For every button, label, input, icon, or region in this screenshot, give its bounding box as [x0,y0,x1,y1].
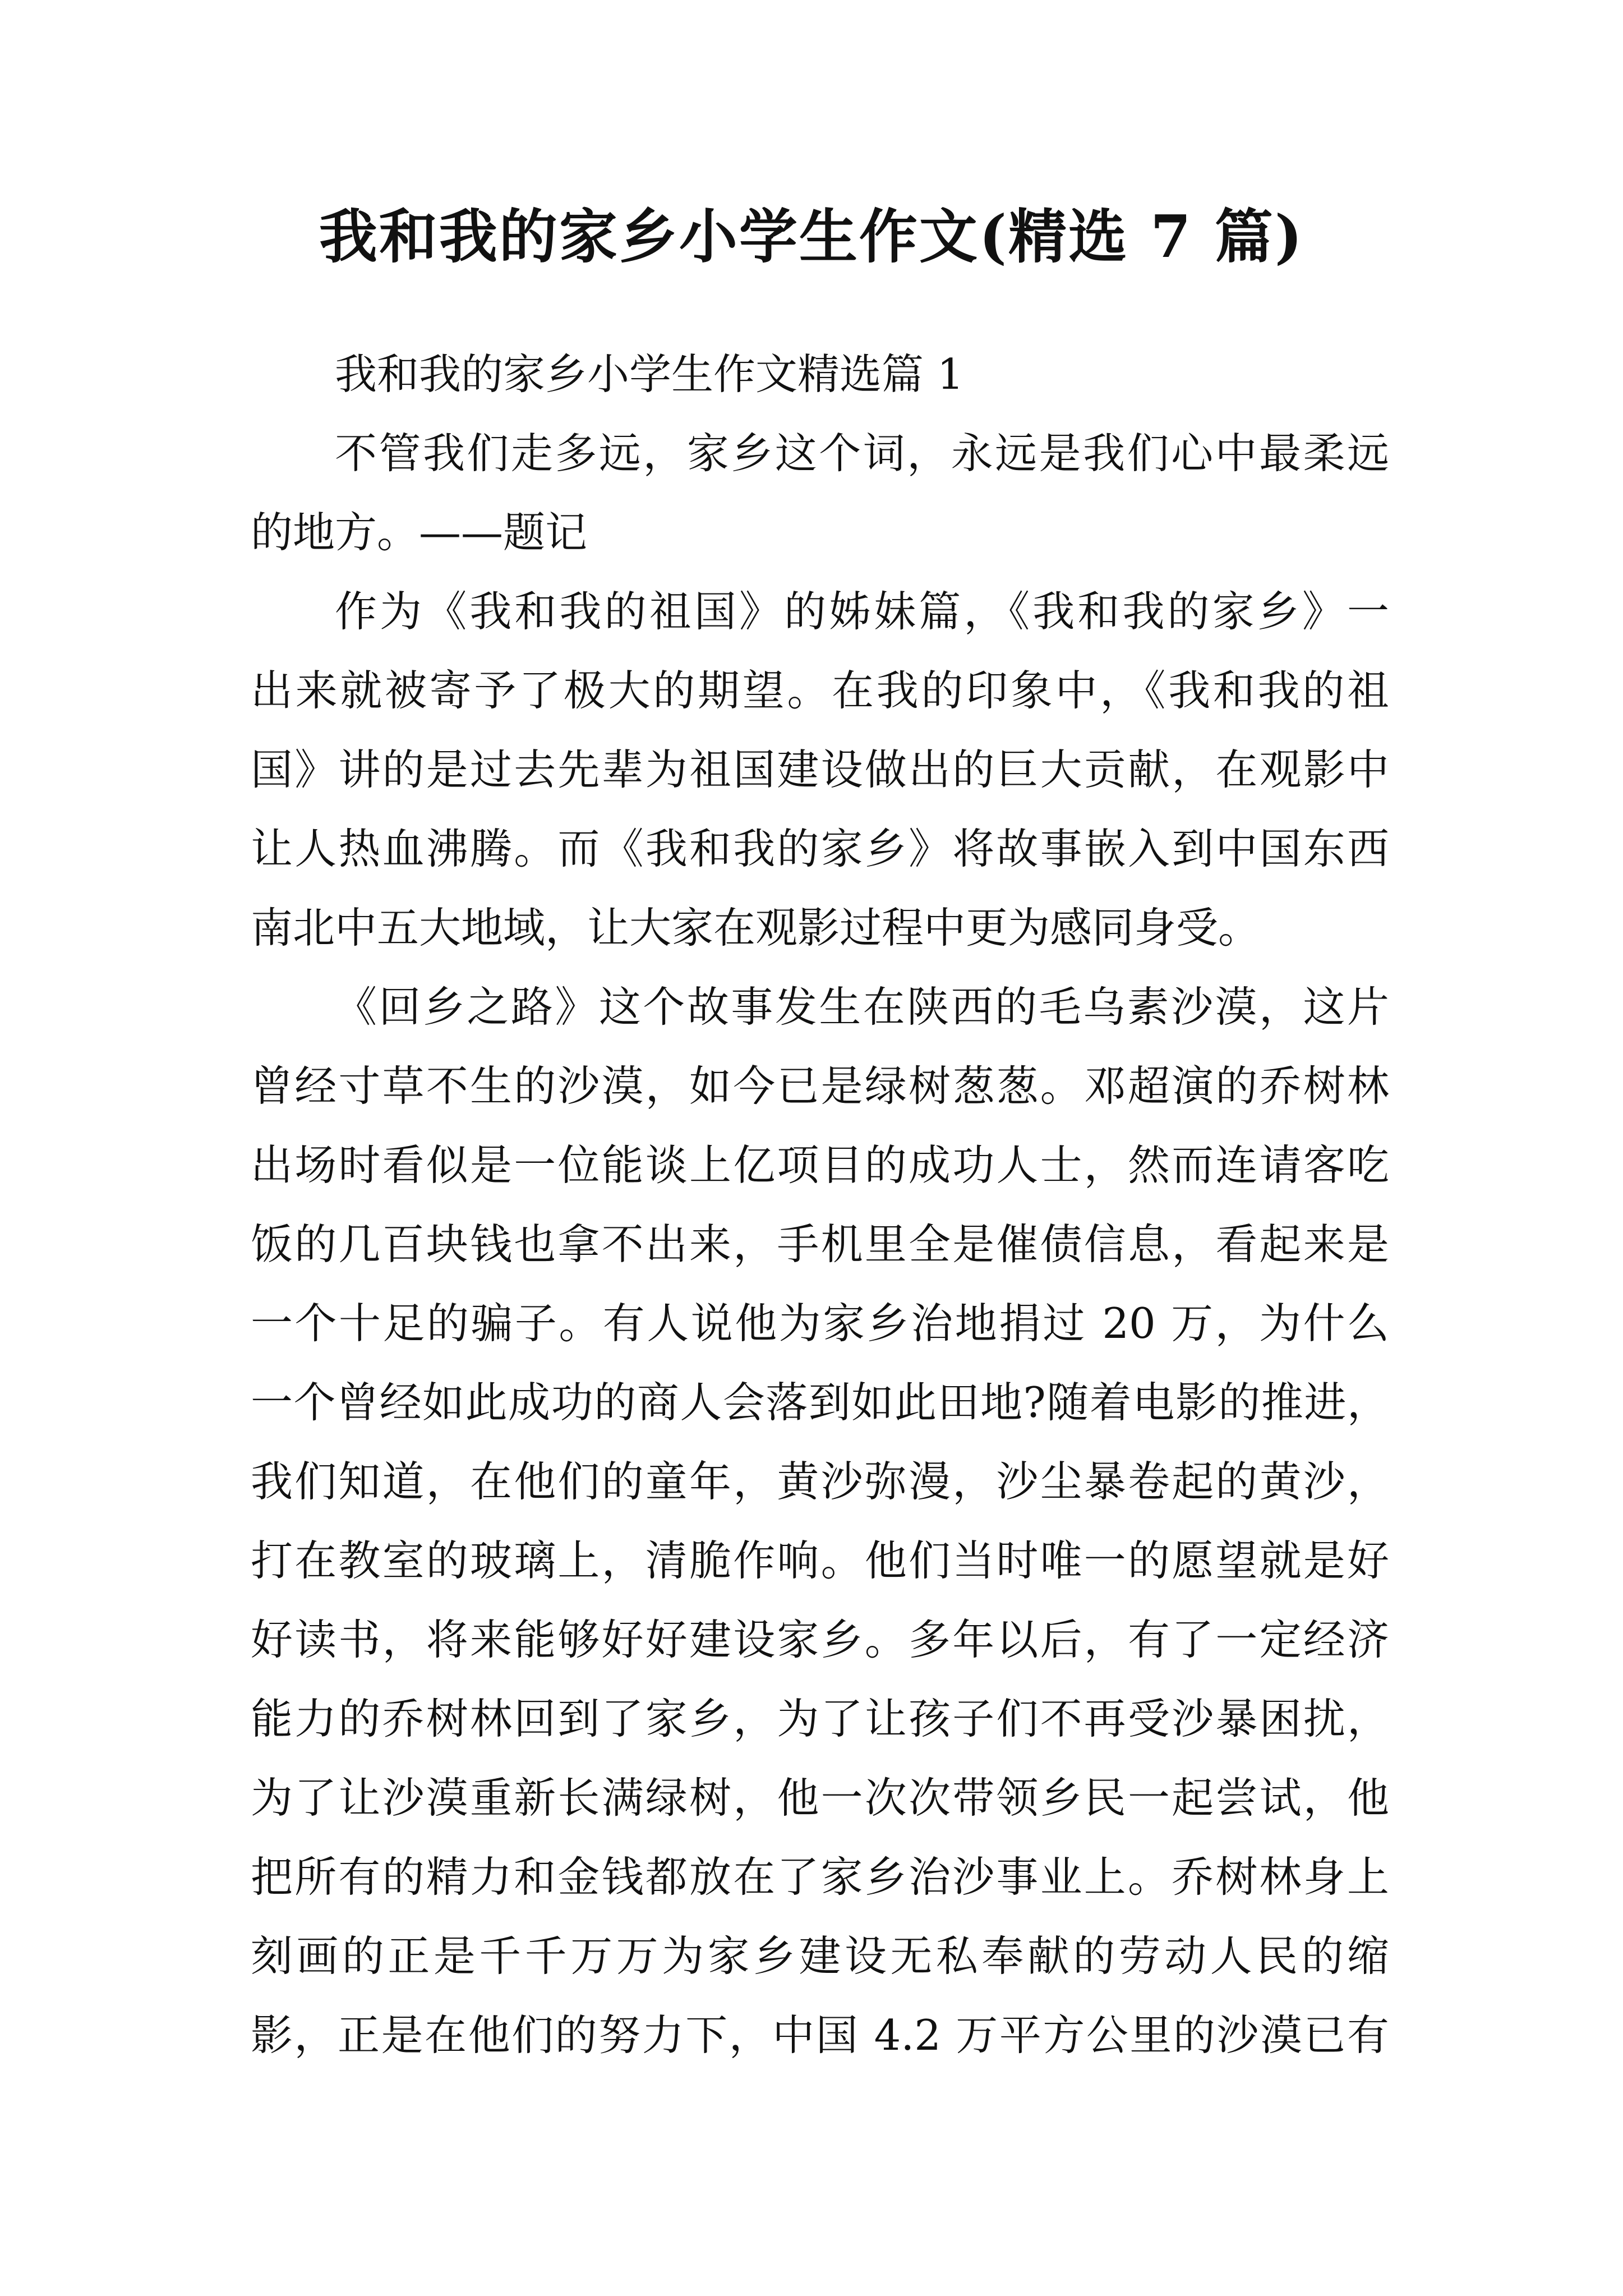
text-line: 一个十足的骗子。有人说他为家乡治地捐过 20 万，为什么 [251,1299,1389,1348]
document-title: 我和我的家乡小学生作文(精选 7 篇) [319,202,1304,271]
text-line: 《回乡之路》这个故事发生在陕西的毛乌素沙漠，这片 [335,982,1389,1032]
text-line: 的地方。——题记 [251,508,588,557]
text-line: 国》讲的是过去先辈为祖国建设做出的巨大贡献，在观影中 [251,745,1389,794]
text-line: 曾经寸草不生的沙漠，如今已是绿树葱葱。邓超演的乔树林 [251,1061,1389,1111]
paragraph-epigraph [251,414,1389,572]
text-line: 出来就被寄予了极大的期望。在我的印象中，《我和我的祖 [251,666,1389,715]
text-line: 能力的乔树林回到了家乡，为了让孩子们不再受沙暴困扰， [251,1694,1389,1743]
text-line: 一个曾经如此成功的商人会落到如此田地?随着电影的推进， [251,1378,1389,1427]
section-heading: 我和我的家乡小学生作文精选篇 1 [335,349,964,399]
document-body [251,335,1389,2075]
text-line: 出场时看似是一位能谈上亿项目的成功人士，然而连请客吃 [251,1140,1389,1190]
text-line: 为了让沙漠重新长满绿树，他一次次带领乡民一起尝试，他 [251,1773,1389,1823]
text-line: 不管我们走多远，家乡这个词，永远是我们心中最柔远 [335,429,1389,478]
paragraph-story [251,968,1389,2075]
paragraph-intro [251,572,1389,968]
text-line: 好读书，将来能够好好建设家乡。多年以后，有了一定经济 [251,1615,1389,1664]
text-line: 影，正是在他们的努力下，中国 4.2 万平方公里的沙漠已有 [251,2010,1389,2060]
text-line: 把所有的精力和金钱都放在了家乡治沙事业上。乔树林身上 [251,1852,1389,1902]
text-line: 作为《我和我的祖国》的姊妹篇，《我和我的家乡》一 [335,587,1389,636]
text-line: 刻画的正是千千万万为家乡建设无私奉献的劳动人民的缩 [251,1931,1389,1981]
text-line: 南北中五大地域，让大家在观影过程中更为感同身受。 [251,903,1261,953]
section-heading-paragraph [251,335,1389,414]
text-line: 让人热血沸腾。而《我和我的家乡》将故事嵌入到中国东西 [251,824,1389,873]
text-line: 饭的几百块钱也拿不出来，手机里全是催债信息，看起来是 [251,1220,1389,1269]
text-line: 打在教室的玻璃上，清脆作响。他们当时唯一的愿望就是好 [251,1536,1389,1585]
text-line: 我们知道，在他们的童年，黄沙弥漫，沙尘暴卷起的黄沙， [251,1457,1389,1506]
